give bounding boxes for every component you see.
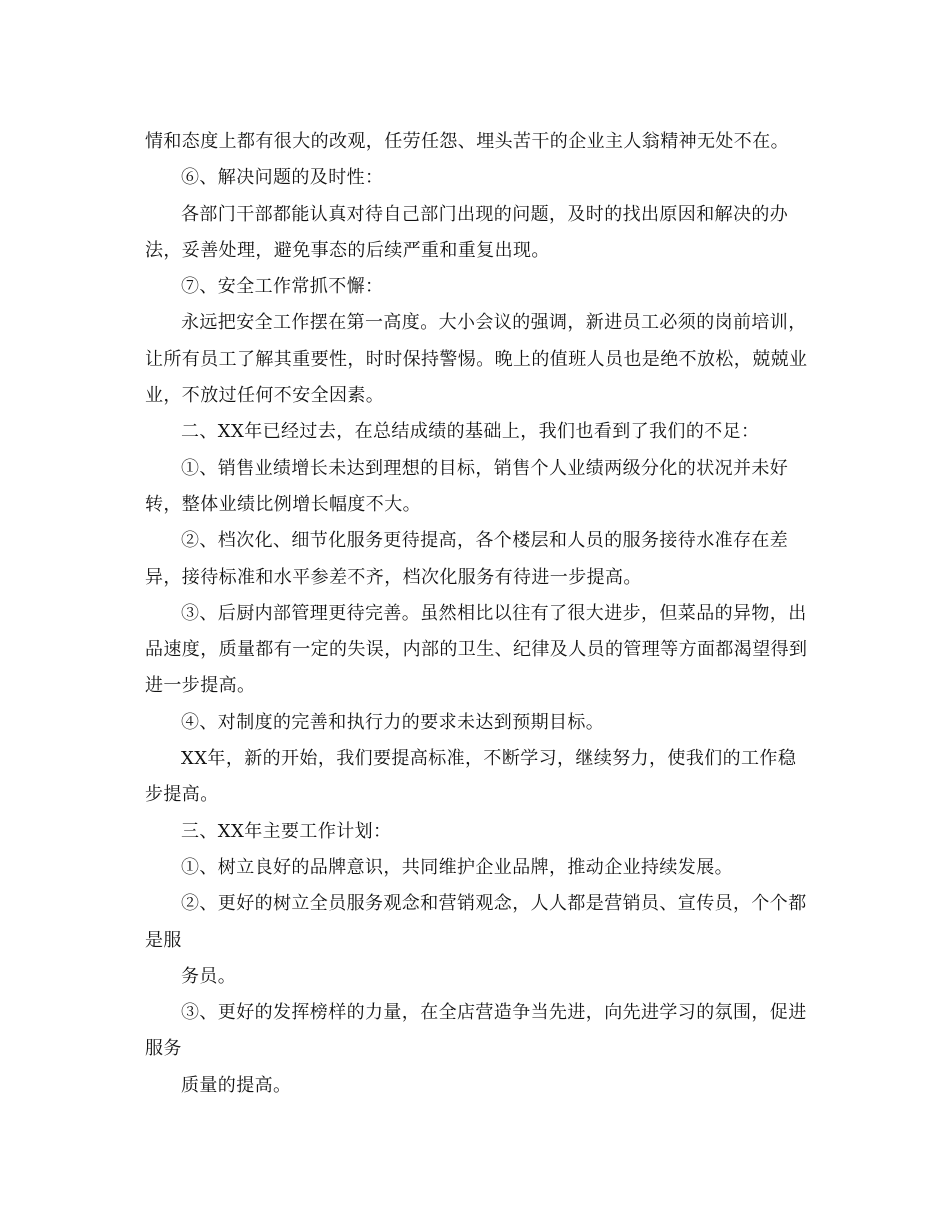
item-heading-7: ⑦、安全工作常抓不懈： — [181, 276, 384, 298]
paragraph-plan-3-continued: 质量的提高。 — [181, 1074, 292, 1096]
paragraph-plan-2-continued: 务员。 — [181, 965, 237, 987]
paragraph-shortfall-1: ①、销售业绩增长未达到理想的目标，销售个人业绩两级分化的状况并未好转，整体业绩比例增长幅度不大。 — [145, 457, 789, 515]
paragraph-shortfall-3: ③、后厨内部管理更待完善。虽然相比以往有了很大进步，但菜品的异物，出品速度，质量都有一定的失误，内部的卫生、纪律及人员的管理等方面都渴望得到进一步提高。 — [145, 602, 808, 697]
paragraph-plan-2: ②、更好的树立全员服务观念和营销观念，人人都是营销员、宣传员，个个都是服 — [145, 893, 807, 951]
paragraph-shortfall-2: ②、档次化、细节化服务更待提高，各个楼层和人员的服务接待水准存在差异，接待标准和水平参差不齐，档次化服务有待进一步提高。 — [145, 530, 789, 588]
paragraph-new-start: XX年，新的开始，我们要提高标准，不断学习，继续努力，使我们的工作稳步提高。 — [145, 748, 797, 806]
paragraph-continuation: 情和态度上都有很大的改观，任劳任怨、埋头苦干的企业主人翁精神无处不在。 — [145, 131, 789, 152]
document-body — [145, 124, 810, 1104]
paragraph-plan-1: ①、树立良好的品牌意识，共同维护企业品牌，推动企业持续发展。 — [181, 856, 733, 878]
paragraph-plan-3: ③、更好的发挥榜样的力量，在全店营造争当先进，向先进学习的氛围，促进服务 — [145, 1002, 807, 1060]
paragraph-shortfall-4: ④、对制度的完善和执行力的要求未达到预期目标。 — [181, 711, 605, 733]
paragraph-safety: 永远把安全工作摆在第一高度。大小会议的强调，新进员工必须的岗前培训，让所有员工了解其重要性，时时保持警惕。晚上的值班人员也是绝不放松，兢兢业业，不放过任何不安全因素。 — [145, 312, 808, 407]
item-heading-6: ⑥、解决问题的及时性： — [181, 167, 384, 189]
section-heading-3: 三、XX年主要工作计划： — [181, 820, 392, 842]
section-heading-2: 二、XX年已经过去，在总结成绩的基础上，我们也看到了我们的不足： — [181, 421, 760, 443]
paragraph-problem-solving: 各部门干部都能认真对待自己部门出现的问题，及时的找出原因和解决的办法，妥善处理，避免事态的后续严重和重复出现。 — [145, 203, 789, 261]
